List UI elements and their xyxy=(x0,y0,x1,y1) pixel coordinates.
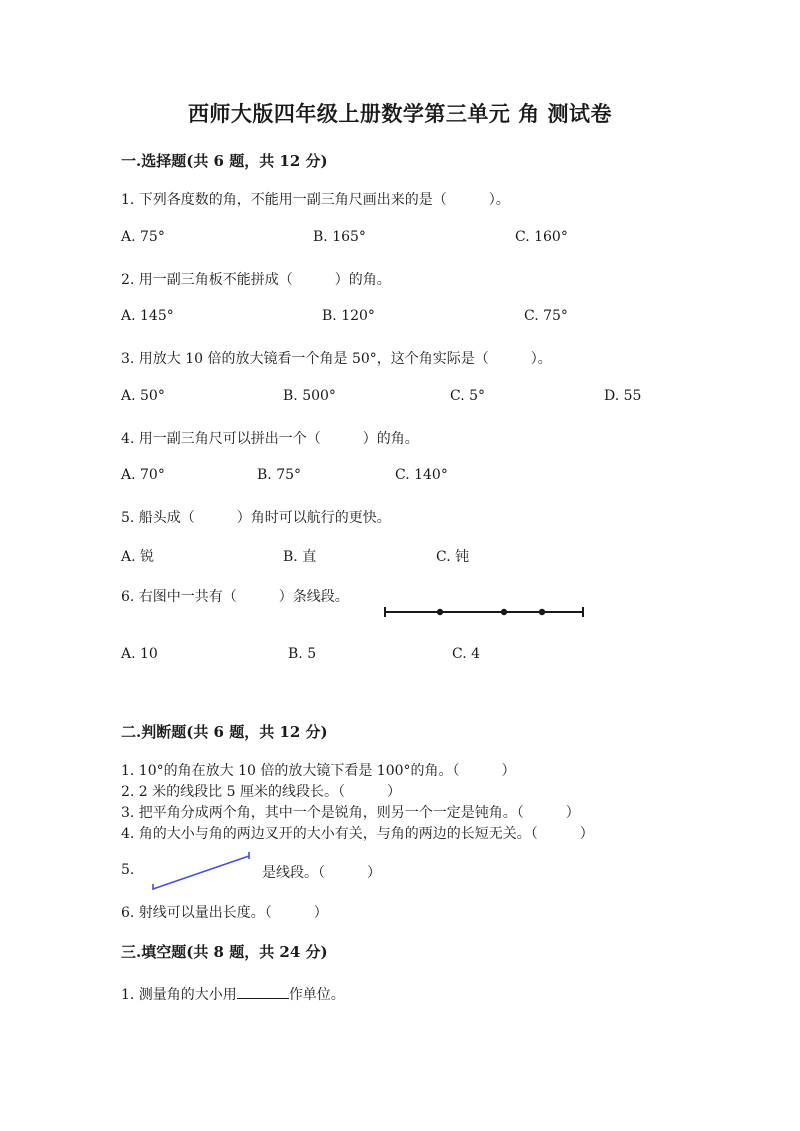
q4-option-a: A. 70° xyxy=(121,467,165,483)
q1-option-a: A. 75° xyxy=(121,229,165,245)
segment-drawing-line xyxy=(153,856,249,889)
question-2: 2. 用一副三角板不能拼成（ ）的角。 xyxy=(121,272,391,288)
question-3: 3. 用放大 10 倍的放大镜看一个角是 50°，这个角实际是（ ）。 xyxy=(121,351,552,367)
q3-option-b: B. 500° xyxy=(283,388,336,404)
fill-blank[interactable] xyxy=(237,984,289,999)
q1-option-b: B. 165° xyxy=(313,229,366,245)
page-title: 西师大版四年级上册数学第三单元 角 测试卷 xyxy=(187,101,613,126)
q6-option-c: C. 4 xyxy=(452,646,481,662)
q5-option-b: B. 直 xyxy=(283,549,317,565)
section-heading-judge: 二.判断题(共 6 题，共 12 分) xyxy=(121,723,328,741)
judge-item-2: 2. 2 米的线段比 5 厘米的线段长。（ ） xyxy=(121,784,401,800)
q4-option-c: C. 140° xyxy=(395,467,448,483)
judge-item-1: 1. 10°的角在放大 10 倍的放大镜下看是 100°的角。（ ） xyxy=(121,763,516,779)
q5-option-a: A. 锐 xyxy=(121,549,155,565)
segment-drawing xyxy=(150,852,254,894)
fill-item-1 xyxy=(121,984,345,1004)
section-heading-choice: 一.选择题(共 6 题，共 12 分) xyxy=(121,152,328,170)
question-1: 1. 下列各度数的角，不能用一副三角尺画出来的是（ ）。 xyxy=(121,192,510,208)
section-heading-fill: 三.填空题(共 8 题，共 24 分) xyxy=(121,943,328,961)
q3-option-c: C. 5° xyxy=(450,388,486,404)
q6-option-a: A. 10 xyxy=(121,646,158,662)
judge-item-3: 3. 把平角分成两个角，其中一个是锐角，则另一个一定是钝角。（ ） xyxy=(121,805,580,821)
q2-option-b: B. 120° xyxy=(322,308,375,324)
fill-item-1-after: 作单位。 xyxy=(288,987,345,1003)
fill-item-1-before: 1. 测量角的大小用 xyxy=(121,987,237,1003)
segment-point xyxy=(501,609,507,615)
segment-point xyxy=(539,609,545,615)
judge-item-6: 6. 射线可以量出长度。（ ） xyxy=(121,905,328,921)
q2-option-a: A. 145° xyxy=(121,308,174,324)
q3-option-d: D. 55 xyxy=(604,388,642,404)
segment-point xyxy=(437,609,443,615)
q2-option-c: C. 75° xyxy=(524,308,568,324)
q4-option-b: B. 75° xyxy=(257,467,302,483)
q6-option-b: B. 5 xyxy=(288,646,317,662)
judge-item-5-number: 5. xyxy=(121,862,135,878)
question-5: 5. 船头成（ ）角时可以航行的更快。 xyxy=(121,510,391,526)
judge-item-4: 4. 角的大小与角的两边叉开的大小有关，与角的两边的长短无关。（ ） xyxy=(121,826,594,842)
line-segment-figure xyxy=(380,604,590,620)
q3-option-a: A. 50° xyxy=(121,388,165,404)
question-6: 6. 右图中一共有（ ）条线段。 xyxy=(121,589,349,605)
q5-option-c: C. 钝 xyxy=(436,549,470,565)
judge-item-5-text: 是线段。（ ） xyxy=(262,865,381,881)
q1-option-c: C. 160° xyxy=(515,229,568,245)
question-4: 4. 用一副三角尺可以拼出一个（ ）的角。 xyxy=(121,431,419,447)
